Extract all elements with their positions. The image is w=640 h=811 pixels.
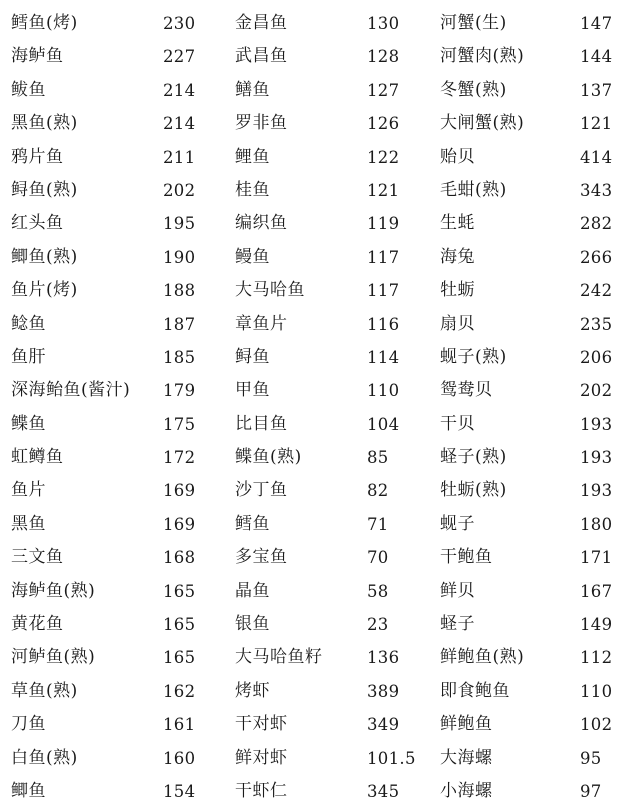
item-value: 165 <box>163 648 196 668</box>
item-value: 227 <box>163 47 196 67</box>
item-name: 烤虾 <box>235 680 270 701</box>
table-row <box>0 207 640 240</box>
table-row <box>0 7 640 40</box>
item-value: 165 <box>163 581 196 601</box>
item-value: 167 <box>580 581 613 601</box>
item-name: 黑鱼(熟) <box>11 113 78 134</box>
item-value: 169 <box>163 514 196 534</box>
table-row <box>0 541 640 574</box>
item-name: 罗非鱼 <box>235 113 288 134</box>
table-row <box>0 508 640 541</box>
table-row <box>0 675 640 708</box>
item-value: 23 <box>367 615 389 635</box>
item-name: 三文鱼 <box>11 547 64 568</box>
item-name: 扇贝 <box>440 313 475 334</box>
item-name: 海鲈鱼(熟) <box>11 580 96 601</box>
item-value: 71 <box>367 514 389 534</box>
item-name: 大马哈鱼籽 <box>235 647 323 668</box>
item-name: 桂鱼 <box>235 179 270 200</box>
item-value: 389 <box>367 681 400 701</box>
item-name: 贻贝 <box>440 146 475 167</box>
item-name: 干贝 <box>440 413 475 434</box>
table-row <box>0 141 640 174</box>
item-name: 河鲈鱼(熟) <box>11 647 96 668</box>
item-value: 202 <box>580 381 613 401</box>
item-name: 鳝鱼 <box>235 79 270 100</box>
item-value: 70 <box>367 548 389 568</box>
table-row <box>0 74 640 107</box>
item-value: 136 <box>367 648 400 668</box>
item-value: 112 <box>580 648 613 668</box>
item-value: 117 <box>367 281 400 301</box>
item-name: 鸳鸯贝 <box>440 380 493 401</box>
item-value: 119 <box>367 214 400 234</box>
item-value: 193 <box>580 481 613 501</box>
item-name: 鲽鱼(熟) <box>235 447 302 468</box>
item-name: 鲤鱼 <box>235 146 270 167</box>
item-value: 214 <box>163 80 196 100</box>
table-row <box>0 107 640 140</box>
item-name: 刀鱼 <box>11 714 46 735</box>
item-name: 编织鱼 <box>235 213 288 234</box>
item-value: 127 <box>367 80 400 100</box>
item-value: 214 <box>163 114 196 134</box>
item-value: 266 <box>580 247 613 267</box>
item-name: 海鲈鱼 <box>11 46 64 67</box>
item-name: 鲜鲍鱼 <box>440 714 493 735</box>
table-row <box>0 274 640 307</box>
item-value: 104 <box>367 414 400 434</box>
table-row <box>0 742 640 775</box>
item-name: 鲫鱼(熟) <box>11 246 78 267</box>
item-value: 190 <box>163 247 196 267</box>
table-row <box>0 241 640 274</box>
item-value: 161 <box>163 715 196 735</box>
item-value: 147 <box>580 14 613 33</box>
item-value: 85 <box>367 448 389 468</box>
item-name: 虹鳟鱼 <box>11 447 64 468</box>
item-value: 188 <box>163 281 196 301</box>
item-value: 202 <box>163 180 196 200</box>
item-name: 白鱼(熟) <box>11 747 78 768</box>
item-name: 鱼片 <box>11 480 46 501</box>
item-value: 206 <box>580 347 613 367</box>
item-value: 121 <box>580 114 613 134</box>
item-value: 193 <box>580 448 613 468</box>
table-row <box>0 308 640 341</box>
item-name: 银鱼 <box>235 614 270 635</box>
item-value: 126 <box>367 114 400 134</box>
item-name: 金昌鱼 <box>235 13 288 33</box>
item-value: 110 <box>580 681 613 701</box>
item-value: 175 <box>163 414 196 434</box>
table-row <box>0 474 640 507</box>
item-value: 193 <box>580 414 613 434</box>
item-value: 345 <box>367 781 400 801</box>
item-value: 172 <box>163 448 196 468</box>
item-name: 大海螺 <box>440 747 493 768</box>
item-value: 168 <box>163 548 196 568</box>
table-row <box>0 374 640 407</box>
item-name: 鱼片(烤) <box>11 280 78 301</box>
table-row <box>0 775 640 808</box>
item-name: 蛏子(熟) <box>440 447 507 468</box>
item-value: 414 <box>580 147 613 167</box>
item-value: 169 <box>163 481 196 501</box>
table-row <box>0 40 640 73</box>
item-name: 黑鱼 <box>11 513 46 534</box>
item-name: 鲽鱼 <box>11 413 46 434</box>
item-value: 110 <box>367 381 400 401</box>
item-value: 154 <box>163 781 196 801</box>
table-row <box>0 575 640 608</box>
item-value: 343 <box>580 180 613 200</box>
item-value: 185 <box>163 347 196 367</box>
item-name: 牡蛎 <box>440 280 475 301</box>
item-value: 230 <box>163 14 196 33</box>
item-value: 101.5 <box>367 748 416 768</box>
item-name: 章鱼片 <box>235 313 288 334</box>
item-name: 深海鲐鱼(酱汁) <box>11 380 131 401</box>
item-value: 116 <box>367 314 400 334</box>
item-value: 187 <box>163 314 196 334</box>
item-value: 171 <box>580 548 613 568</box>
item-value: 211 <box>163 147 196 167</box>
table-row <box>0 641 640 674</box>
item-name: 沙丁鱼 <box>235 480 288 501</box>
item-name: 牡蛎(熟) <box>440 480 507 501</box>
item-value: 117 <box>367 247 400 267</box>
item-name: 鸦片鱼 <box>11 146 64 167</box>
item-name: 鲟鱼 <box>235 346 270 367</box>
item-value: 165 <box>163 615 196 635</box>
table-row <box>0 441 640 474</box>
item-name: 毛蚶(熟) <box>440 179 507 200</box>
item-name: 比目鱼 <box>235 413 288 434</box>
item-name: 蛏子 <box>440 614 475 635</box>
item-value: 195 <box>163 214 196 234</box>
item-name: 鲜贝 <box>440 580 475 601</box>
item-name: 即食鲍鱼 <box>440 680 510 701</box>
item-value: 130 <box>367 14 400 33</box>
item-value: 122 <box>367 147 400 167</box>
item-name: 甲鱼 <box>235 380 270 401</box>
item-name: 鲫鱼 <box>11 780 46 801</box>
item-value: 179 <box>163 381 196 401</box>
item-name: 鲅鱼 <box>11 79 46 100</box>
table-row <box>0 408 640 441</box>
item-name: 晶鱼 <box>235 580 270 601</box>
item-name: 干鲍鱼 <box>440 547 493 568</box>
item-name: 鱼肝 <box>11 346 46 367</box>
item-name: 鳕鱼 <box>235 513 270 534</box>
item-name: 鲜对虾 <box>235 747 288 768</box>
item-name: 大闸蟹(熟) <box>440 113 525 134</box>
item-value: 144 <box>580 47 613 67</box>
item-name: 鳕鱼(烤) <box>11 13 78 33</box>
item-value: 242 <box>580 281 613 301</box>
item-name: 多宝鱼 <box>235 547 288 568</box>
item-value: 95 <box>580 748 602 768</box>
table-row <box>0 708 640 741</box>
item-value: 128 <box>367 47 400 67</box>
item-name: 黄花鱼 <box>11 614 64 635</box>
item-name: 小海螺 <box>440 780 493 801</box>
item-name: 河蟹(生) <box>440 13 507 33</box>
item-name: 鲶鱼 <box>11 313 46 334</box>
table-row <box>0 341 640 374</box>
item-value: 160 <box>163 748 196 768</box>
item-value: 149 <box>580 615 613 635</box>
item-value: 82 <box>367 481 389 501</box>
table-row <box>0 174 640 207</box>
item-name: 鳗鱼 <box>235 246 270 267</box>
item-name: 鲜鲍鱼(熟) <box>440 647 525 668</box>
item-name: 河蟹肉(熟) <box>440 46 525 67</box>
item-name: 干虾仁 <box>235 780 288 801</box>
item-value: 97 <box>580 781 602 801</box>
item-name: 干对虾 <box>235 714 288 735</box>
item-value: 235 <box>580 314 613 334</box>
item-name: 蚬子(熟) <box>440 346 507 367</box>
item-value: 58 <box>367 581 389 601</box>
item-value: 162 <box>163 681 196 701</box>
item-name: 海兔 <box>440 246 475 267</box>
item-name: 武昌鱼 <box>235 46 288 67</box>
food-value-table <box>0 7 640 808</box>
item-name: 鲟鱼(熟) <box>11 179 78 200</box>
item-name: 生蚝 <box>440 213 475 234</box>
item-value: 180 <box>580 514 613 534</box>
item-name: 草鱼(熟) <box>11 680 78 701</box>
item-value: 349 <box>367 715 400 735</box>
item-value: 121 <box>367 180 400 200</box>
table-row <box>0 608 640 641</box>
item-value: 282 <box>580 214 613 234</box>
item-value: 114 <box>367 347 400 367</box>
item-value: 102 <box>580 715 613 735</box>
item-name: 冬蟹(熟) <box>440 79 507 100</box>
item-name: 蚬子 <box>440 513 475 534</box>
item-value: 137 <box>580 80 613 100</box>
item-name: 红头鱼 <box>11 213 64 234</box>
item-name: 大马哈鱼 <box>235 280 305 301</box>
